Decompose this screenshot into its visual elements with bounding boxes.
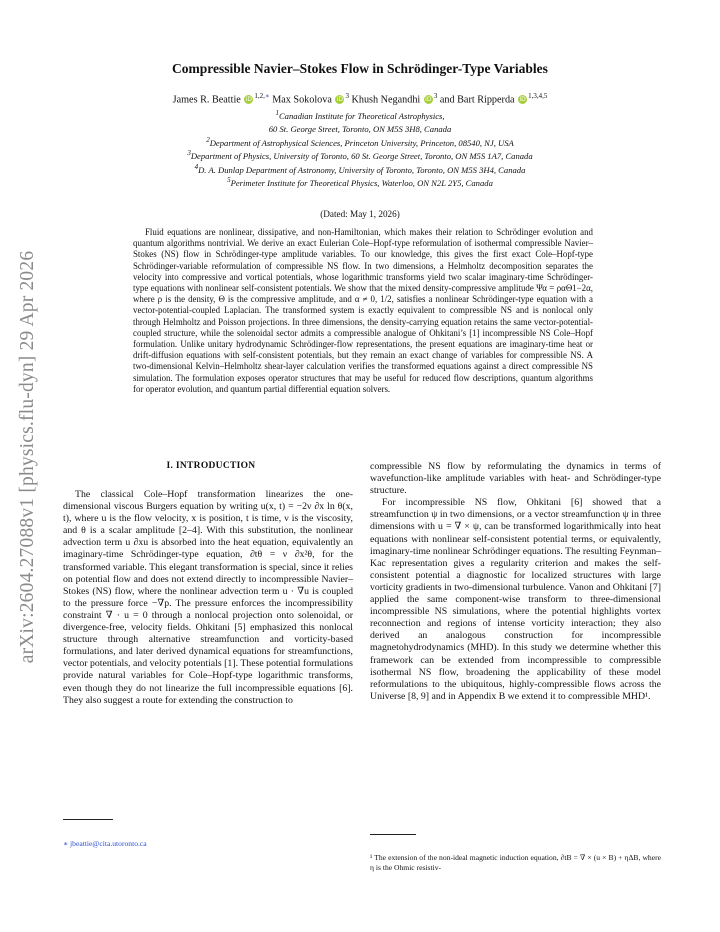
affiliations	[0, 108, 720, 189]
corresponding-author-marker[interactable]: ∗	[264, 92, 270, 100]
orcid-icon[interactable]: iD	[245, 96, 253, 104]
email-footnote[interactable]: ∗ jbeattie@cita.utoronto.ca	[63, 839, 147, 848]
affiliation: 60 St. George Street, Toronto, ON M5S 3H8, Canada	[268, 124, 452, 135]
author-name: Bart Ripperda	[457, 94, 515, 106]
right-column	[370, 461, 661, 703]
orcid-icon[interactable]: iD	[519, 96, 526, 104]
paragraph: compressible NS flow by reformulating the dynamics in terms of wavefunction-like amplitude variables with heat- and Schrödinger-type structure.	[370, 461, 661, 497]
author-name: Khush Negandhi	[351, 94, 421, 106]
footnote-rule	[63, 819, 113, 820]
affiliation: $^1$Canadian Institute for Theoretical Astrophysics,	[275, 109, 445, 121]
author-name: James R. Beattie	[172, 94, 241, 106]
section-heading: I. INTRODUCTION	[166, 461, 256, 471]
affiliation: $^2$Department of Astrophysical Sciences, Princeton University, Princeton, 08540, NJ, USA	[206, 135, 514, 148]
dated-line: (Dated: May 1, 2026)	[320, 209, 400, 219]
orcid-icon[interactable]: iD	[336, 96, 344, 104]
author-name: Max Sokolova	[272, 94, 332, 106]
paper-title: Compressible Navier–Stokes Flow in Schrödinger-Type Variables	[172, 61, 548, 76]
paragraph: For incompressible NS flow, Ohkitani [6] showed that a streamfunction ψ in two dimensions, or a vector streamfunction ψ in three dimensions with u = ∇ × ψ, can be transformed logarithmically into heat equations with nonlinear self-consistent potential terms, or equivalently, imaginary-time nonlinear Schrödinger equations. The resulting Feynman–Kac representation gives a regularity criterion and makes the self-consistent potential a diagnostic for localized structures with large vorticity gradients in two-dimensional turbulence. Vanon and Ohkitani [7] applied the same component-wise transform to three-dimensional incompressible NS simulations, where the potential highlights vortex reconnection and regions of intense vorticity interaction; they also derived an analogous construction for incompressible magnetohydrodynamics (MHD). In this study we determine whether this framework can be extended from incompressible to compressible isothermal NS flow, broadening the applicability of these model reformulations to the ubiquitous, highly-compressible flows across the Universe [8, 9] and in Appendix B we extend it to compressible MHD¹.	[370, 497, 661, 702]
left-column	[63, 489, 353, 707]
author-list: James R. Beattie iD $^{1,2,∗}$ Max Sokolova iD $^3$ Khush Negandhi iD $^3$ and Bart Ripperda iD $^{1,3,4,5}$	[172, 92, 548, 106]
footnote-rule	[370, 834, 416, 835]
affiliation: $^4$D. A. Dunlap Department of Astronomy, University of Toronto, Toronto, ON M5S 3H4, Canada	[194, 162, 526, 175]
affiliation: $^5$Perimeter Institute for Theoretical Physics, Waterloo, ON N2L 2Y5, Canada	[227, 176, 493, 189]
arxiv-sidebar-id: arXiv:2604.27088v1 [physics.flu-dyn] 29 Apr 2026	[17, 250, 38, 664]
orcid-icon[interactable]: iD	[425, 96, 432, 104]
abstract: Fluid equations are nonlinear, dissipative, and non-Hamiltonian, which makes their relation to Schrödinger evolution and quantum algorithms nontrivial. We derive an exact Eulerian Cole–Hopf-type reformulation of isothermal compressible Navier–Stokes (NS) flow in Schrödinger-type amplitude variables. To our knowledge, this gives the first exact Cole–Hopf-type Schrödinger-variable reformulation of compressible NS flow. In two dimensions, a Helmholtz decomposition separates the velocity into compressive and vortical potentials, whose logarithmic transforms yield two scalar imaginary-time Schrödinger-type equations with nonlinear self-consistent potentials. We show that the mixed density-compressive amplitude Ψα = ραΘ1−2α, where ρ is the density, Θ is the compressive amplitude, and α ≠ 0, 1/2, satisfies a nonlinear Schrödinger-type equation with a vector-potential-coupled Laplacian. The transformed system is exactly equivalent to compressible NS and is nonlocal only through Helmholtz and Poisson projections. In three dimensions, the density-carrying equation retains the same vector-potential-coupled structure, while the solenoidal sector admits a compressible analogue of Ohkitani’s [1] incompressible NS Cole–Hopf formulation. Unlike unitary hydrodynamic Schrödinger-flow representations, the present equations are imaginary-time heat or drift-diffusion equations with self-consistent potentials, but they remain an exact change of variables for compressible NS. A two-dimensional Kelvin–Helmholtz shear-layer calculation verifies the transformed equations against a direct compressible NS simulation. The formulation exposes operator structures that may be useful for reduced flow descriptions, quantum algorithms for operator evolution, and quantum partial differential equation solvers.	[133, 227, 593, 394]
affiliation: $^3$Department of Physics, University of Toronto, 60 St. George Street, Toronto, ON M5S 1A7, Canada	[187, 149, 533, 162]
paragraph: The classical Cole–Hopf transformation linearizes the one-dimensional viscous Burgers equation by writing u(x, t) = −2ν ∂x ln θ(x, t), where u is the flow velocity, x is position, t is time, ν is the viscosity, and θ is a scalar amplitude [2–4]. With this substitution, the nonlinear advection term u ∂xu is absorbed into the heat equation, equivalently an imaginary-time Schrödinger-type equation, ∂tθ = ν ∂x²θ, for the transformed variable. This elegant transformation is special, since it relies on potential flow and does not extend directly to incompressible Navier–Stokes (NS) flow, where the nonlinear advection term u · ∇u is coupled to the pressure force −∇p. The pressure enforces the incompressibility constraint ∇ · u = 0 through a nonlocal projection onto solenoidal, or divergence-free, velocity fields. Ohkitani [5] emphasized this nonlocal structure through alternative streamfunction and vorticity-based formulations, and later derived dynamical equations for streamfunctions, vector potentials, and velocity potentials [1]. These potential formulations provide natural variables for Cole–Hopf-type logarithmic transforms, even though they do not linearize the full incompressible equations [6]. They also suggest a route for extending the construction to	[63, 489, 353, 706]
footnote: ¹ The extension of the non-ideal magnetic induction equation, ∂tB = ∇ × (u × B) + ηΔB, where η is the Ohmic resistiv-	[370, 853, 661, 872]
